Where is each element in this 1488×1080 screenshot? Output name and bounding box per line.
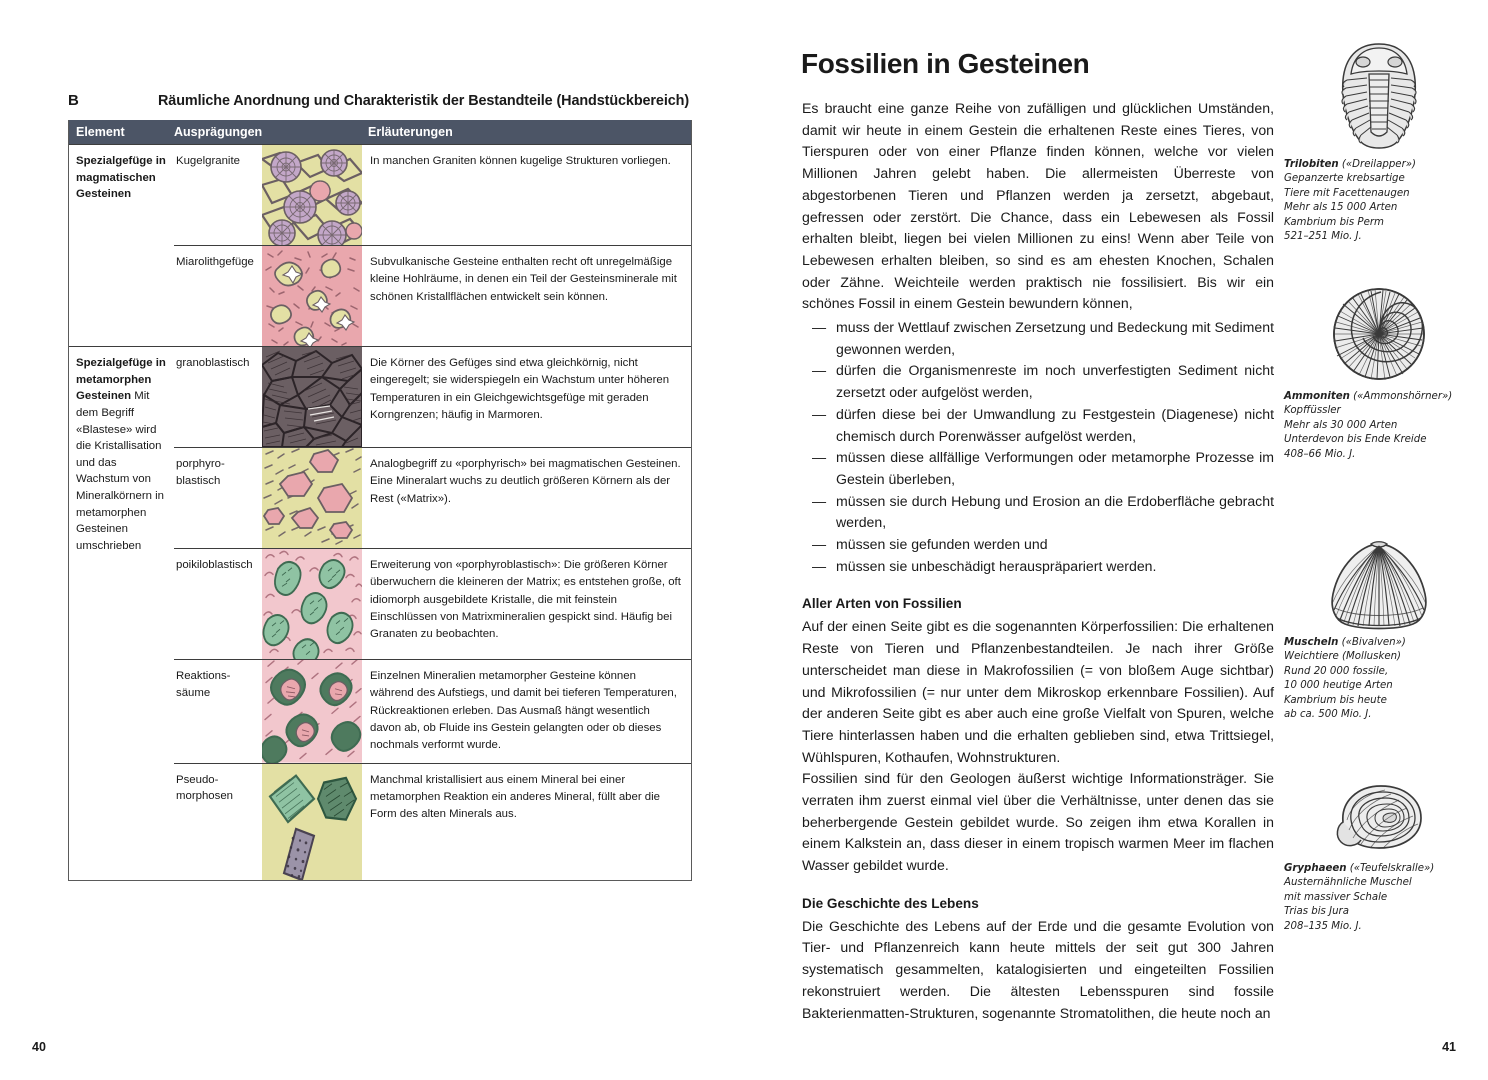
list-item-text: muss der Wettlauf zwischen Zersetzung und Bedeckung mit Sediment gewonnen werden,	[836, 319, 1274, 357]
column-header-auspraegungen: Ausprägungen	[174, 125, 263, 139]
column-header-erlaeuterungen: Erläuterungen	[368, 125, 453, 139]
table-row	[174, 548, 691, 659]
list-item	[802, 534, 1274, 556]
ammonite-icon	[1284, 284, 1474, 384]
list-item-text: dürfen diese bei der Umwandlung zu Festgestein (Diagenese) nicht chemisch durch Porenwässer aufgelöst werden,	[836, 405, 1274, 444]
fossil-detail: mit massiver Schale	[1284, 891, 1388, 903]
dash-icon: —	[812, 557, 827, 574]
group-element-note: Mit dem Begriff «Blastese» wird die Kristallisation und das Wachstum von Mineralkörnern in metamorphen Gesteinen umschrieben	[76, 390, 164, 553]
row-erlaeuterung: Erweiterung von «porphyroblastisch»: Die größeren Körner überwuchern die kleineren der Matrix; es entstehen große, oft idiomorph ausgebildete Kristalle, die mit feinstein Einschlüssen von Matrixmineralien gespickt sind. Häufig bei Granaten zu beobachten.	[370, 559, 681, 641]
texture-pseudomorphosen-icon	[262, 764, 362, 880]
gryphaea-icon	[1284, 776, 1474, 856]
row-erlaeuterung: Die Körner des Gefüges sind etwa gleichkörnig, nicht eingeregelt; sie widerspiegeln ein Wachstum unter höheren Temperaturen in ein Gleichgewichtsgefüge mit geraden Korngrenzen; häufig in Marmoren.	[370, 357, 670, 421]
group-element-cell	[69, 145, 174, 346]
section-paragraph: Auf der einen Seite gibt es die sogenannten Körperfossilien: Die erhaltenen Reste von Tieren und Pflanzenbestandteilen. Je nach ihrer Größe unterscheidet man diese in Makrofossilien (= von bloßem Auge sichtbar) und Mikrofossilien (= nur unter dem Mikroskop erkennbare Fossilien). Auf der anderen Seite gibt es aber auch eine große Vielfalt von Spuren, welche Tiere hinterlassen haben und die erhalten geblieben sind, etwa Trittsiegel, Wühlspuren, Kothaufen, Wohnstrukturen.	[802, 618, 1274, 765]
texture-poikiloblastisch-icon	[262, 549, 362, 659]
fossil-caption	[1284, 636, 1474, 723]
section-paragraph: Die Geschichte des Lebens auf der Erde und die gesamte Evolution von Tier- und Pflanzenreich kann heute mittels der seit gut 300 Jahren systematisch gesammelten, katalogisierten und eingeteilten Fossilien rekonstruiert werden. Die ältesten Lebensspuren sind fossile Bakterienmatten-Strukturen, sogenannte Stromatolithen, die heute noch an	[802, 917, 1274, 1021]
right-page	[744, 0, 1488, 1080]
dash-icon: —	[812, 492, 827, 509]
list-item	[802, 556, 1274, 578]
fossil-name: Gryphaeen	[1284, 863, 1347, 874]
conditions-list	[802, 317, 1274, 577]
list-item-text: müssen sie unbeschädigt herauspräpariert werden.	[836, 557, 1157, 574]
texture-reaktionssaeume-icon	[262, 660, 362, 763]
list-item-text: müssen sie durch Hebung und Erosion an die Erdoberfläche gebracht werden,	[836, 492, 1274, 531]
group-rows	[174, 145, 691, 346]
row-erlaeuterung: Subvulkanische Gesteine enthalten recht oft unregelmäßige kleine Hohlräume, in denen ein Teil der Gesteinsminerale mit schönen Kristallflächen entwickelt sein können.	[370, 256, 677, 303]
list-item	[802, 404, 1274, 447]
fossil-entry	[1284, 538, 1474, 752]
list-item	[802, 317, 1274, 360]
rock-fabric-table	[68, 120, 692, 881]
list-item	[802, 360, 1274, 403]
row-auspraegung: Kugelgranite	[176, 155, 240, 167]
fossil-detail: 521–251 Mio. J.	[1284, 231, 1362, 243]
table-row	[174, 347, 691, 447]
group-element-cell	[69, 347, 174, 880]
fossil-detail: Mehr als 30 000 Arten	[1284, 419, 1398, 431]
list-item	[802, 447, 1274, 490]
bivalve-shell-icon	[1284, 538, 1474, 630]
fossil-nickname: («Ammonshörner»)	[1353, 391, 1453, 402]
trilobite-icon	[1284, 40, 1474, 152]
group-element-title: Spezialgefüge in metamorphen Gesteinen	[76, 357, 166, 403]
row-erlaeuterung: Einzelnen Mineralien metamorpher Gesteine können während des Aufstiegs, und damit bei tieferen Temperaturen, Rückreaktionen erleben. Das Ausmaß hängt wesentlich davon ab, ob Fluide ins Gestein gelangten oder ob dieses nochmals verformt wurde.	[370, 670, 677, 752]
list-item-text: müssen sie gefunden werden und	[836, 536, 1048, 553]
fossil-detail: ab ca. 500 Mio. J.	[1284, 709, 1372, 721]
fossil-detail: Tiere mit Facettenaugen	[1284, 187, 1410, 199]
fossil-caption	[1284, 862, 1474, 934]
row-auspraegung: granoblastisch	[176, 357, 250, 369]
fossil-entry	[1284, 776, 1474, 956]
dash-icon: —	[812, 362, 827, 379]
list-item-text: müssen diese allfällige Verformungen oder metamorphe Prozesse im Gestein überleben,	[836, 449, 1274, 487]
fossil-name: Muscheln	[1284, 637, 1339, 648]
fossil-detail: 10 000 heutige Arten	[1284, 680, 1393, 692]
row-erlaeuterung: Analogbegriff zu «porphyrisch» bei magmatischen Gesteinen. Eine Mineralart wuchs zu deutlich größeren Körnern als der Rest («Matrix»).	[370, 458, 681, 505]
fossil-detail: Gepanzerte krebsartige	[1284, 173, 1405, 185]
intro-paragraph: Es braucht eine ganze Reihe von zufälligen und glücklichen Umständen, damit wir heute in einem Gestein die erhaltenen Reste eines Tieres, von Tierspuren oder von einer Pflanze finden können, welche vor vielen Millionen Jahren gelebt haben. Die allermeisten Überreste von abgestorbenen Tieren und Pflanzen werden ja zersetzt, abgebaut, gefressen oder zerstört. Die Chance, dass ein Lebewesen als Fossil erhalten bleibt, liegen bei vielen Millionen zu eins! Wenn aber Teile von Lebewesen erhalten bleiben, so sind es am ehesten Knochen, Schalen oder Zähne. Weichteile werden praktisch nie fossilisiert. Bis wir ein schönes Fossil in einem Gestein bewundern können,	[802, 100, 1274, 312]
section-heading: Aller Arten von Fossilien	[802, 596, 962, 612]
dash-icon: —	[812, 319, 827, 336]
table-row	[174, 659, 691, 763]
table-header-row	[69, 120, 691, 144]
column-header-element: Element	[76, 125, 125, 139]
fossil-margin-column	[1284, 40, 1474, 956]
row-erlaeuterung: In manchen Graniten können kugelige Strukturen vorliegen.	[370, 155, 671, 167]
list-item	[802, 491, 1274, 534]
table-caption-row	[68, 92, 692, 109]
row-auspraegung: porphyro-blastisch	[176, 458, 225, 487]
texture-miarolith-icon	[262, 246, 362, 346]
fossil-detail: 408–66 Mio. J.	[1284, 448, 1356, 460]
list-item-text: dürfen die Organismenreste im noch unverfestigten Sediment nicht zersetzt oder aufgelöst werden,	[836, 362, 1274, 401]
dash-icon: —	[812, 405, 827, 422]
fossil-detail: Weichtiere (Mollusken)	[1284, 651, 1402, 663]
fossil-entry	[1284, 284, 1474, 512]
table-row	[174, 763, 691, 880]
row-auspraegung: poikiloblastisch	[176, 559, 253, 571]
fossil-nickname: («Dreilapper»)	[1341, 159, 1417, 170]
table-group	[69, 346, 691, 880]
fossil-detail: 208–135 Mio. J.	[1284, 920, 1362, 932]
main-text-column	[802, 98, 1274, 1024]
fossil-nickname: («Bivalven»)	[1341, 637, 1406, 648]
page-title: Fossilien in Gesteinen	[801, 48, 1090, 79]
row-auspraegung: Pseudo-morphosen	[176, 773, 233, 803]
fossil-caption	[1284, 390, 1474, 462]
fossil-name: Ammoniten	[1284, 391, 1350, 402]
fossil-nickname: («Teufelskralle»)	[1349, 863, 1435, 874]
fossil-detail: Rund 20 000 fossile,	[1284, 665, 1389, 677]
row-auspraegung: Miarolithgefüge	[176, 256, 254, 268]
fossil-caption	[1284, 158, 1474, 245]
table-group	[69, 144, 691, 346]
page-number-left: 40	[32, 1040, 46, 1054]
table-caption: Räumliche Anordnung und Charakteristik der Bestandteile (Handstückbereich)	[158, 93, 690, 109]
group-rows	[174, 347, 691, 880]
fossil-detail: Kambrium bis heute	[1284, 694, 1387, 706]
fossil-detail: Unterdevon bis Ende Kreide	[1284, 434, 1427, 446]
row-auspraegung: Reaktions-säume	[176, 670, 231, 699]
section-paragraph: Fossilien sind für den Geologen äußerst wichtige Informationsträger. Sie verraten ihm zuerst einmal viel über die Verhältnisse, unter denen das sie beherbergende Gestein gebildet wurde. So zeigen ihm etwa Korallen in einem Kalkstein an, dass dieser in einem tropisch warmen Meer im flachen Wasser gebildet wurde.	[802, 770, 1274, 874]
fossil-detail: Mehr als 15 000 Arten	[1284, 202, 1398, 214]
group-element-title: Spezialgefüge in magmatischen Gesteinen	[76, 155, 166, 201]
fossil-detail: Kambrium bis Perm	[1284, 216, 1384, 228]
section-heading: Die Geschichte des Lebens	[802, 895, 979, 911]
dash-icon: —	[812, 536, 827, 553]
texture-kugelgranit-icon	[262, 145, 362, 245]
fossil-name: Trilobiten	[1284, 159, 1339, 170]
row-erlaeuterung: Manchmal kristallisiert aus einem Mineral bei einer metamorphen Reaktion ein anderes Mineral, füllt aber die Form des alten Minerals aus.	[370, 773, 660, 821]
texture-granoblastisch-icon	[262, 347, 362, 447]
section-letter: B	[68, 92, 80, 109]
fossil-detail: Trias bis Jura	[1284, 906, 1349, 918]
fossil-detail: Kopffüssler	[1284, 405, 1341, 417]
page-number-right: 41	[1442, 1040, 1456, 1054]
texture-porphyroblastisch-icon	[262, 448, 362, 548]
fossil-detail: Austernähnliche Muschel	[1284, 877, 1412, 889]
table-row	[174, 145, 691, 245]
table-row	[174, 447, 691, 548]
table-row	[174, 245, 691, 346]
fossil-entry	[1284, 40, 1474, 248]
dash-icon: —	[812, 449, 827, 466]
